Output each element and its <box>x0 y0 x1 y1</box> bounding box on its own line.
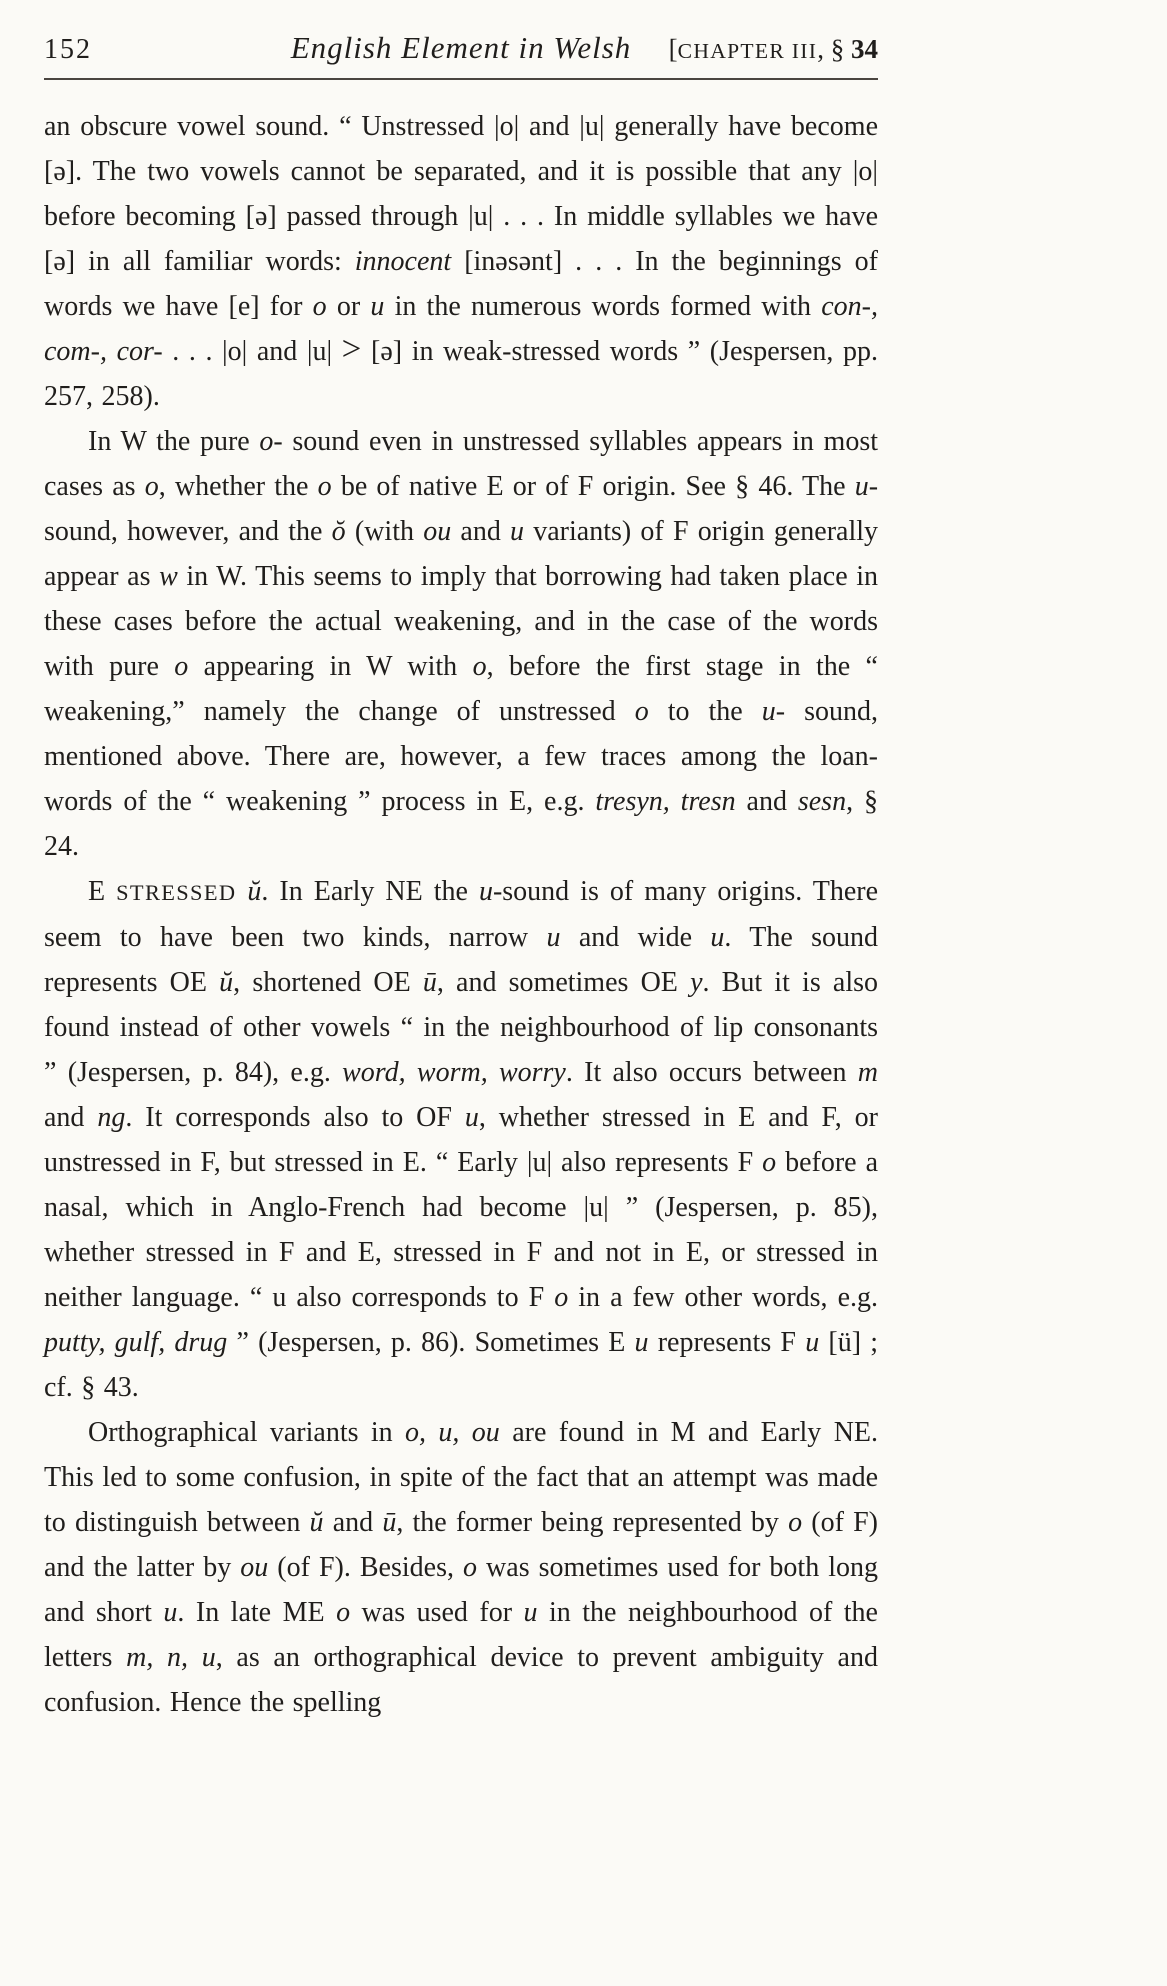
text-run: [ <box>668 34 678 64</box>
text-run: ŭ <box>247 876 262 907</box>
text-run: , before the first stage in the “ weakening,” namely the change of unstressed <box>44 651 878 727</box>
text-run: ŭ <box>219 967 234 998</box>
text-run: innocent <box>354 246 452 277</box>
text-run: are found in M and Early NE. This led to some confusion, in spite of the fact that an attempt was made to distinguish between <box>44 1417 879 1538</box>
text-run: sesn <box>797 786 847 817</box>
text-run: to the <box>648 696 762 727</box>
chapter-reference <box>669 34 878 65</box>
text-run: u <box>163 1597 178 1628</box>
text-run: -sound is of many origins. There seem to have been two kinds, narrow <box>44 876 879 953</box>
text-run: [ə] in weak-stressed words ” (Jespersen, pp. 257, 258). <box>44 336 878 412</box>
text-run: CHAPTER III <box>677 39 818 63</box>
text-run: in the neighbourhood of the letters <box>44 1597 878 1673</box>
text-run: u <box>523 1597 538 1628</box>
text-run: o <box>762 1147 777 1178</box>
text-run: , § <box>817 34 851 64</box>
text-run: u <box>761 696 776 727</box>
text-run: o <box>174 651 189 682</box>
text-run: , whether the <box>158 471 318 502</box>
text-run: an obscure vowel sound. “ Unstressed |o| and |u| generally have become [ə]. The two vowels cannot be separated, and it is possible that any |o| before becoming [ə] passed through |u| . . . In middle syllables we have [ə] in all familiar words: <box>44 111 878 277</box>
text-run: was used for <box>350 1597 524 1628</box>
text-run: and <box>323 1507 383 1538</box>
text-run: . It corresponds also to OF <box>125 1102 465 1133</box>
text-run: in W. This seems to imply that borrowing had taken place in these cases before the actual weakening, and in the case of the words with pure <box>44 561 878 682</box>
text-run: - sound, mentioned above. There are, however, a few traces among the loan-words of the “ weakening ” process in E, e.g. <box>44 696 878 817</box>
text-run: before a nasal, which in Anglo-French had become |u| ” (Jespersen, p. 85), whether stressed in F and E, stressed in F and not in E, or stressed in neither language. “ u also corresponds to F <box>44 1147 878 1313</box>
text-run: ou <box>423 516 452 547</box>
text-run: m <box>857 1057 878 1088</box>
text-run: and <box>44 1102 98 1133</box>
text-run: , § 24. <box>44 786 878 862</box>
text-run: represents F <box>648 1327 806 1358</box>
text-run: in a few other words, e.g. <box>568 1282 878 1313</box>
text-run: > <box>341 329 362 368</box>
text-run: variants) of F origin generally appear as <box>44 516 879 592</box>
running-title: English Element in Welsh <box>290 30 632 65</box>
text-run: . It also occurs between <box>565 1057 858 1088</box>
text-run: . In late ME <box>177 1597 337 1628</box>
text-run: Orthographical variants in <box>88 1417 406 1448</box>
text-run: . In Early NE the <box>261 876 479 907</box>
text-run: o, u, ou <box>405 1417 500 1448</box>
text-run <box>236 876 247 907</box>
text-run: u <box>370 291 385 322</box>
text-run: and <box>451 516 511 547</box>
text-run: ” (Jespersen, p. 86). Sometimes E <box>227 1327 635 1358</box>
page-header <box>44 30 878 80</box>
text-run: o <box>788 1507 803 1538</box>
text-run: . But it is also found instead of other vowels “ in the neighbourhood of lip consonants ” (Jespersen, p. 84), e.g. <box>44 967 878 1088</box>
text-run: con-, com-, cor- <box>44 291 878 367</box>
paragraph <box>44 1410 878 1725</box>
text-run: , and sometimes OE <box>436 967 691 998</box>
text-run: [inəsənt] . . . In the beginnings of words we have [e] for <box>44 246 879 322</box>
text-run: STRESSED <box>116 880 237 905</box>
text-run: E <box>88 876 117 907</box>
text-run: o <box>317 471 332 502</box>
text-run: be of native E or of F origin. See § 46. The <box>331 471 855 502</box>
text-run: , the former being represented by <box>396 1507 789 1538</box>
text-run: ou <box>240 1552 269 1583</box>
paragraph <box>44 869 878 1410</box>
text-run: o <box>463 1552 478 1583</box>
text-run: u <box>634 1327 649 1358</box>
text-run: - sound even in unstressed syllables appears in most cases as <box>44 426 878 502</box>
text-run: (of F) and the latter by <box>44 1507 878 1583</box>
text-run: , whether stressed in E and F, or unstressed in F, but stressed in E. “ Early |u| also represents F <box>44 1102 878 1178</box>
text-run: ŭ <box>309 1507 324 1538</box>
text-run: word, worm, worry <box>342 1057 566 1088</box>
page-number: 152 <box>44 34 92 65</box>
page-body <box>44 104 878 1725</box>
text-run: ŏ <box>331 516 346 547</box>
text-run: o <box>554 1282 569 1313</box>
text-run: o <box>336 1597 351 1628</box>
text-run: u <box>510 516 525 547</box>
text-run: u <box>478 876 493 907</box>
text-run: -sound, however, and the <box>44 471 879 547</box>
text-run: o <box>634 696 649 727</box>
text-run: w <box>159 561 178 592</box>
text-run: u <box>805 1327 820 1358</box>
paragraph <box>44 104 878 419</box>
text-run: In W the pure <box>88 426 260 457</box>
text-run: u <box>546 922 561 953</box>
text-run: (with <box>345 516 424 547</box>
text-run: u <box>710 922 725 953</box>
text-run: m, n, u <box>126 1642 216 1673</box>
text-run: u <box>464 1102 479 1133</box>
text-run: , shortened OE <box>233 967 423 998</box>
text-run: o <box>312 291 327 322</box>
text-run: putty, gulf, drug <box>44 1327 228 1358</box>
text-run: ū <box>422 967 437 998</box>
text-run: [ü] ; cf. § 43. <box>44 1327 878 1403</box>
text-run: y <box>690 967 703 998</box>
text-run: appearing in W with <box>188 651 473 682</box>
text-run: o <box>472 651 487 682</box>
content-column <box>44 30 878 1725</box>
text-run: and <box>735 786 798 817</box>
text-run: , as an orthographical device to prevent ambiguity and confusion. Hence the spelling <box>44 1642 878 1718</box>
text-run: and wide <box>560 922 711 953</box>
text-run: (of F). Besides, <box>268 1552 464 1583</box>
text-run: . The sound represents OE <box>44 922 879 998</box>
text-run: in the numerous words formed with <box>384 291 822 322</box>
text-run: u <box>854 471 869 502</box>
text-run: or <box>326 291 371 322</box>
text-run: ng <box>97 1102 126 1133</box>
text-run: was sometimes used for both long and short <box>44 1552 879 1628</box>
text-run: ū <box>382 1507 397 1538</box>
text-run: tresyn, tresn <box>595 786 736 817</box>
text-run: o <box>144 471 159 502</box>
text-run: . . . |o| and |u| <box>162 336 342 367</box>
paragraph <box>44 419 878 869</box>
text-run: o <box>259 426 274 457</box>
text-run: 34 <box>851 34 878 64</box>
